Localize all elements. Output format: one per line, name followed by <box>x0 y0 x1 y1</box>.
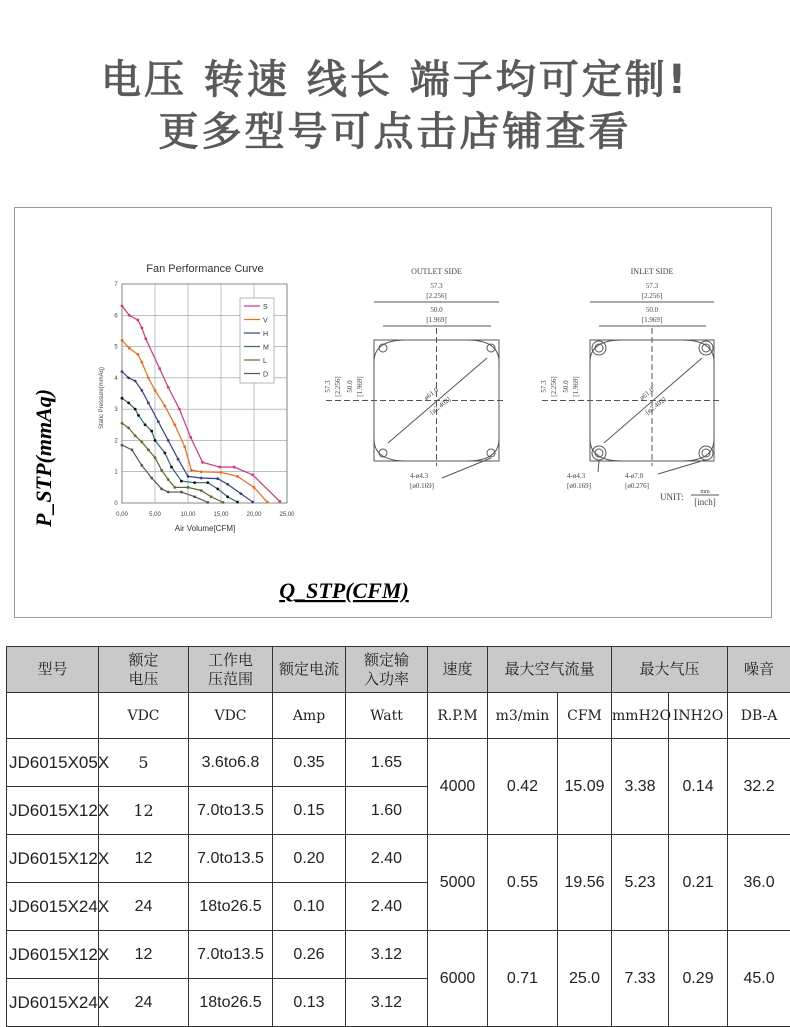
dim-text: ø61.0 <box>638 386 656 402</box>
data-point-M <box>121 397 124 400</box>
current-cell: 0.35 <box>273 739 346 787</box>
rated-voltage-cell: 24 <box>99 979 189 1027</box>
dim-text: [2.256] <box>642 292 662 300</box>
model-cell: JD6015X12X <box>7 931 99 979</box>
chart-ylabel: Static Pressure(mmAq) <box>99 367 105 429</box>
column-header: 噪音 <box>728 647 790 693</box>
data-point-L <box>167 478 170 481</box>
data-point-V <box>220 471 223 474</box>
data-point-M <box>144 423 147 426</box>
table-row <box>7 835 790 883</box>
data-point-S <box>251 473 254 476</box>
data-point-S <box>189 436 192 439</box>
unit-cell: mmH2O <box>612 693 669 739</box>
y-tick-label: 4 <box>114 376 118 382</box>
data-point-H <box>134 380 137 383</box>
db-cell: 45.0 <box>728 931 790 1027</box>
dim-text: [1.969] <box>426 316 446 324</box>
data-point-D <box>121 444 124 447</box>
hole-callout: [ø0.169] <box>567 482 591 490</box>
db-cell: 32.2 <box>728 739 790 835</box>
data-point-L <box>140 441 143 444</box>
rated-voltage-cell: 12 <box>99 787 189 835</box>
side-title: INLET SIDE <box>631 267 674 276</box>
dim-text: [ø2.402] <box>428 395 452 416</box>
data-point-L <box>154 456 157 459</box>
inh2o-cell: 0.14 <box>669 739 728 835</box>
data-point-M <box>127 401 130 404</box>
column-header: 速度 <box>428 647 488 693</box>
data-point-L <box>134 434 137 437</box>
performance-figure <box>14 207 772 618</box>
rpm-cell: 4000 <box>428 739 488 835</box>
data-point-M <box>134 408 137 411</box>
units-row <box>7 693 790 739</box>
y-tick-label: 6 <box>114 313 118 319</box>
data-point-M <box>164 452 167 455</box>
data-point-L <box>200 489 203 492</box>
data-point-M <box>137 414 140 417</box>
cfm-cell: 25.0 <box>558 931 612 1027</box>
legend-label-M: M <box>263 345 269 352</box>
y-tick-label: 5 <box>114 345 118 351</box>
legend-label-V: V <box>263 318 268 325</box>
dim-text: [2.256] <box>334 376 342 396</box>
current-cell: 0.10 <box>273 883 346 931</box>
leader-line <box>598 461 599 472</box>
column-header: 工作电 压范围 <box>189 647 273 693</box>
dim-text: [2.256] <box>426 292 446 300</box>
data-point-V <box>236 475 239 478</box>
x-tick-label: 15,00 <box>213 512 229 518</box>
x-tick-label: 5,00 <box>149 512 161 518</box>
data-point-H <box>226 483 229 486</box>
voltage-range-cell: 7.0to13.5 <box>189 835 273 883</box>
dim-text: 50.0 <box>646 306 659 314</box>
data-point-D <box>180 491 183 494</box>
hole-callout: 4-ø4.3 <box>567 472 586 480</box>
data-point-V <box>121 339 124 342</box>
data-point-H <box>140 389 143 392</box>
hole-callout: 4-ø4.3 <box>410 472 429 480</box>
voltage-range-cell: 7.0to13.5 <box>189 787 273 835</box>
data-point-L <box>121 422 124 425</box>
legend-label-D: D <box>263 372 268 379</box>
power-cell: 3.12 <box>346 931 428 979</box>
x-tick-label: 10,00 <box>180 512 196 518</box>
chart-title: Fan Performance Curve <box>146 263 263 275</box>
model-cell: JD6015X05X <box>7 739 99 787</box>
unit-cell: m3/min <box>488 693 558 739</box>
data-point-D <box>193 495 196 498</box>
x-tick-label: 25,00 <box>279 512 295 518</box>
data-point-V <box>200 470 203 473</box>
mmh2o-cell: 7.33 <box>612 931 669 1027</box>
data-point-H <box>251 501 254 504</box>
dim-text: 50.0 <box>430 306 443 314</box>
data-point-H <box>121 370 124 373</box>
data-point-S <box>136 319 139 322</box>
voltage-range-cell: 3.6to6.8 <box>189 739 273 787</box>
data-point-M <box>193 481 196 484</box>
chart-xlabel: Air Volume[CFM] <box>175 524 235 533</box>
dim-text: 57.3 <box>324 380 332 393</box>
data-point-H <box>216 477 219 480</box>
cfm-cell: 19.56 <box>558 835 612 931</box>
data-point-V <box>154 389 157 392</box>
data-point-H <box>127 376 130 379</box>
model-cell: JD6015X12X <box>7 787 99 835</box>
x-tick-label: 0,00 <box>116 512 128 518</box>
column-header: 最大空气流量 <box>488 647 612 693</box>
unit-cell: Watt <box>346 693 428 739</box>
hole-callout: 4-ø7.0 <box>625 472 644 480</box>
data-point-M <box>150 430 153 433</box>
y-tick-label: 3 <box>114 407 118 413</box>
data-point-V <box>190 469 193 472</box>
unit-cell: INH2O <box>669 693 728 739</box>
power-cell: 2.40 <box>346 835 428 883</box>
legend-label-S: S <box>263 304 268 311</box>
dim-text: [ø2.402] <box>644 395 668 416</box>
unit-label: UNIT: <box>660 492 684 502</box>
dim-text: [2.256] <box>550 376 558 396</box>
unit-cell: DB-A <box>728 693 790 739</box>
rpm-cell: 6000 <box>428 931 488 1027</box>
power-cell: 3.12 <box>346 979 428 1027</box>
unit-mm: mm <box>700 489 710 495</box>
dim-text: 50.0 <box>562 380 570 393</box>
mount-hole-icon <box>699 446 713 460</box>
data-point-S <box>278 500 281 503</box>
data-point-M <box>226 495 229 498</box>
data-point-M <box>206 481 209 484</box>
current-cell: 0.15 <box>273 787 346 835</box>
data-point-M <box>170 466 173 469</box>
model-cell: JD6015X24X <box>7 883 99 931</box>
m3-cell: 0.42 <box>488 739 558 835</box>
unit-inch: [inch] <box>694 497 716 507</box>
x-big-label: Q_STP(CFM) <box>279 578 409 603</box>
data-point-S <box>218 466 221 469</box>
x-tick-label: 20,00 <box>246 512 262 518</box>
unit-cell: CFM <box>558 693 612 739</box>
power-cell: 1.65 <box>346 739 428 787</box>
legend-label-H: H <box>263 331 268 338</box>
column-header: 额定电流 <box>273 647 346 693</box>
data-point-V <box>266 501 269 504</box>
data-point-D <box>131 448 134 451</box>
inh2o-cell: 0.21 <box>669 835 728 931</box>
data-point-S <box>140 326 143 329</box>
data-point-V <box>147 376 150 379</box>
y-big-label: P_STP(mmAq) <box>31 389 56 528</box>
model-cell: JD6015X12X <box>7 835 99 883</box>
column-header: 额定 电压 <box>99 647 189 693</box>
data-point-S <box>144 337 147 340</box>
data-point-V <box>140 361 143 364</box>
model-cell: JD6015X24X <box>7 979 99 1027</box>
data-point-L <box>210 495 213 498</box>
mount-hole-icon <box>592 446 606 460</box>
column-header: 型号 <box>7 647 99 693</box>
rpm-cell: 5000 <box>428 835 488 931</box>
data-point-L <box>173 486 176 489</box>
data-point-D <box>206 501 209 504</box>
rated-voltage-cell: 24 <box>99 883 189 931</box>
hole-callout: [ø0.169] <box>410 482 434 490</box>
m3-cell: 0.55 <box>488 835 558 931</box>
db-cell: 36.0 <box>728 835 790 931</box>
current-cell: 0.26 <box>273 931 346 979</box>
mount-hole-icon <box>592 341 606 355</box>
data-point-H <box>200 477 203 480</box>
dim-text: [1.969] <box>572 376 580 396</box>
unit-cell: Amp <box>273 693 346 739</box>
data-point-S <box>167 386 170 389</box>
dim-text: [1.969] <box>356 376 364 396</box>
data-point-M <box>216 488 219 491</box>
data-point-S <box>121 305 124 308</box>
data-point-H <box>167 439 170 442</box>
data-point-H <box>157 420 160 423</box>
data-point-S <box>158 367 161 370</box>
leader-line <box>658 460 705 474</box>
hole-callout: [ø0.276] <box>625 482 649 490</box>
data-point-L <box>187 486 190 489</box>
dim-text: 57.3 <box>540 380 548 393</box>
power-cell: 1.60 <box>346 787 428 835</box>
y-tick-label: 0 <box>114 501 118 507</box>
mmh2o-cell: 5.23 <box>612 835 669 931</box>
spec-table <box>6 646 790 1027</box>
table-row <box>7 739 790 787</box>
data-point-H <box>239 492 242 495</box>
data-point-V <box>253 486 256 489</box>
series-line-L <box>122 423 223 502</box>
column-header: 额定输 入功率 <box>346 647 428 693</box>
data-point-D <box>140 464 143 467</box>
mmh2o-cell: 3.38 <box>612 739 669 835</box>
banner-line-2: 更多型号可点击店铺查看 <box>0 100 790 157</box>
rated-voltage-cell: 12 <box>99 835 189 883</box>
table-row <box>7 931 790 979</box>
cfm-cell: 15.09 <box>558 739 612 835</box>
legend-box <box>240 298 274 383</box>
column-header: 最大气压 <box>612 647 728 693</box>
voltage-range-cell: 18to26.5 <box>189 883 273 931</box>
data-point-V <box>136 353 139 356</box>
data-point-L <box>222 501 225 504</box>
data-point-S <box>201 461 204 464</box>
voltage-range-cell: 18to26.5 <box>189 979 273 1027</box>
y-tick-label: 2 <box>114 438 118 444</box>
legend-label-L: L <box>263 358 267 365</box>
data-point-S <box>178 408 181 411</box>
data-point-H <box>187 475 190 478</box>
data-point-D <box>160 488 163 491</box>
inh2o-cell: 0.29 <box>669 931 728 1027</box>
side-title: OUTLET SIDE <box>411 267 462 276</box>
data-point-H <box>177 458 180 461</box>
data-point-M <box>154 439 157 442</box>
header-row <box>7 647 790 693</box>
voltage-range-cell: 7.0to13.5 <box>189 931 273 979</box>
series-line-M <box>122 398 238 502</box>
data-point-D <box>167 491 170 494</box>
unit-cell: VDC <box>99 693 189 739</box>
unit-cell: R.P.M <box>428 693 488 739</box>
data-point-S <box>128 314 131 317</box>
current-cell: 0.13 <box>273 979 346 1027</box>
data-point-L <box>160 469 163 472</box>
data-point-V <box>164 405 167 408</box>
data-point-V <box>128 347 131 350</box>
data-point-S <box>233 466 236 469</box>
data-point-V <box>183 445 186 448</box>
unit-cell: VDC <box>189 693 273 739</box>
dim-text: 50.0 <box>346 380 354 393</box>
dim-text: ø61.0 <box>423 386 441 402</box>
current-cell: 0.20 <box>273 835 346 883</box>
data-point-M <box>236 501 239 504</box>
data-point-L <box>127 427 130 430</box>
banner-line-1: 电压 转速 线长 端子均可定制! <box>0 48 790 105</box>
y-tick-label: 1 <box>114 470 118 476</box>
data-point-L <box>147 448 150 451</box>
data-point-M <box>180 480 183 483</box>
power-cell: 2.40 <box>346 883 428 931</box>
y-tick-label: 7 <box>114 282 118 288</box>
data-point-H <box>147 401 150 404</box>
dim-text: 57.3 <box>430 282 443 290</box>
dim-text: [1.969] <box>642 316 662 324</box>
mount-hole-icon <box>699 341 713 355</box>
data-point-V <box>173 423 176 426</box>
rated-voltage-cell: 12 <box>99 931 189 979</box>
dim-text: 57.3 <box>646 282 659 290</box>
unit-cell <box>7 693 99 739</box>
rated-voltage-cell: 5 <box>99 739 189 787</box>
m3-cell: 0.71 <box>488 931 558 1027</box>
data-point-D <box>150 477 153 480</box>
